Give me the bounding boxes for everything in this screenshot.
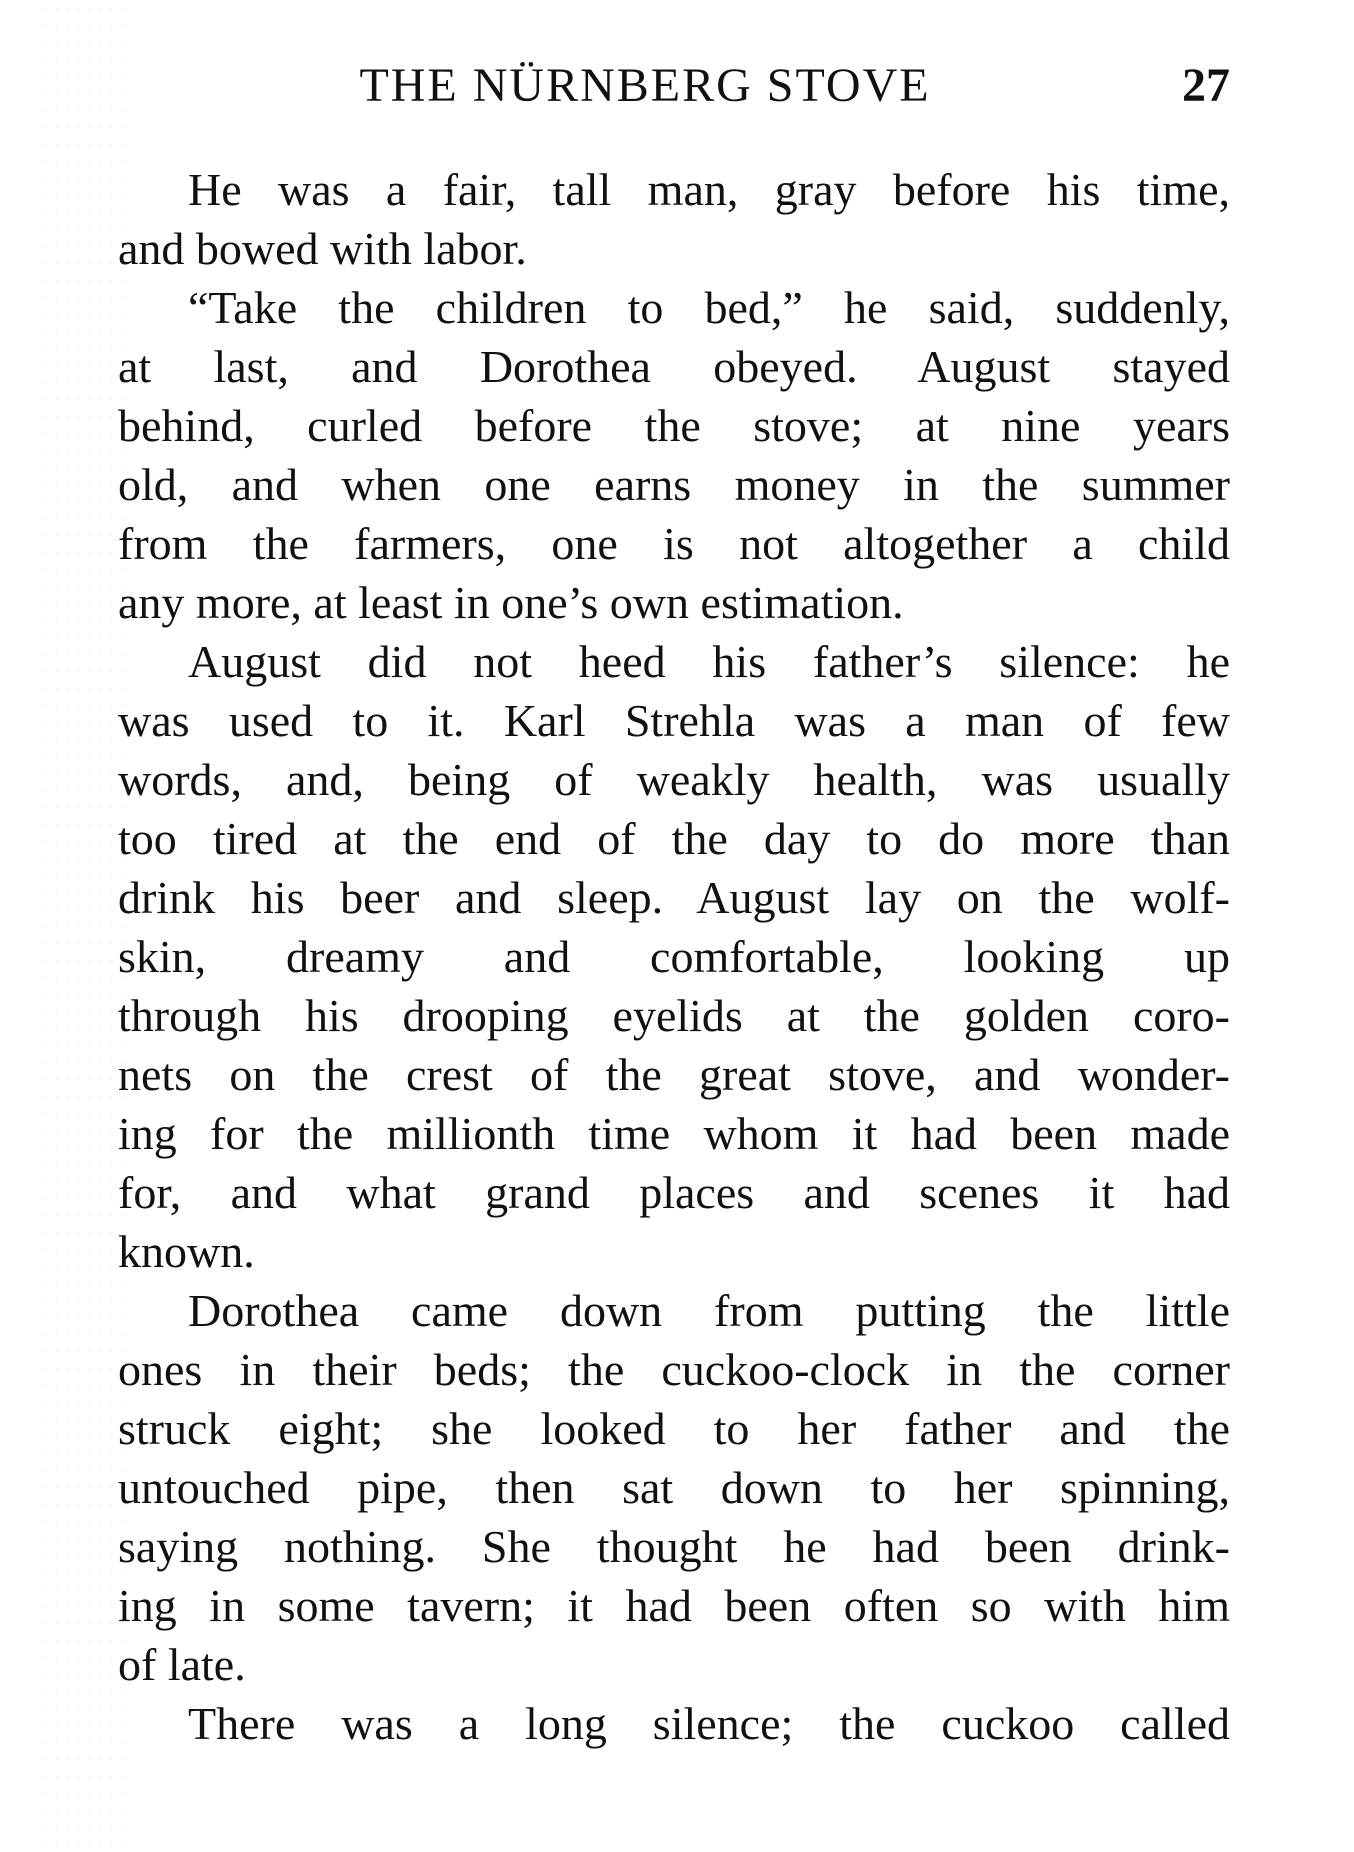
text-line: ones in their beds; the cuckoo-clock in the corner	[118, 1344, 1230, 1395]
text-line: was used to it. Karl Strehla was a man of few	[118, 695, 1230, 746]
text-line: struck eight; she looked to her father and the	[118, 1403, 1230, 1454]
page-number: 27	[1182, 59, 1230, 112]
text-line: and bowed with labor.	[118, 223, 527, 274]
text-line: untouched pipe, then sat down to her spinning,	[118, 1462, 1230, 1513]
text-line: any more, at least in one’s own estimation.	[118, 577, 904, 628]
text-line: at last, and Dorothea obeyed. August stayed	[118, 341, 1230, 392]
text-line: nets on the crest of the great stove, and wonder-	[118, 1049, 1230, 1100]
text-line: too tired at the end of the day to do more than	[118, 813, 1230, 864]
text-line: behind, curled before the stove; at nine years	[118, 400, 1230, 451]
text-line: Dorothea came down from putting the little	[188, 1285, 1230, 1336]
text-line: words, and, being of weakly health, was usually	[118, 754, 1230, 805]
text-line: “Take the children to bed,” he said, suddenly,	[188, 282, 1230, 333]
text-line: August did not heed his father’s silence: he	[188, 636, 1230, 687]
text-line: from the farmers, one is not altogether a child	[118, 518, 1230, 569]
text-line: He was a fair, tall man, gray before his time,	[188, 164, 1230, 215]
text-line: saying nothing. She thought he had been drink-	[118, 1521, 1230, 1572]
text-line: old, and when one earns money in the summer	[118, 459, 1230, 510]
text-line: through his drooping eyelids at the golden coro-	[118, 990, 1230, 1041]
text-line: drink his beer and sleep. August lay on the wolf-	[118, 872, 1230, 923]
text-line: ing in some tavern; it had been often so with him	[118, 1580, 1230, 1631]
page-gutter-texture	[40, 0, 130, 1852]
page-header	[120, 58, 1230, 128]
text-line: ing for the millionth time whom it had been made	[118, 1108, 1230, 1159]
text-line: There was a long silence; the cuckoo called	[188, 1698, 1230, 1749]
text-line: for, and what grand places and scenes it had	[118, 1167, 1230, 1218]
text-line: skin, dreamy and comfortable, looking up	[118, 931, 1230, 982]
running-title: THE NÜRNBERG STOVE	[359, 59, 931, 112]
text-line: of late.	[118, 1639, 246, 1690]
body-text	[118, 160, 1230, 1753]
text-line: known.	[118, 1226, 255, 1277]
